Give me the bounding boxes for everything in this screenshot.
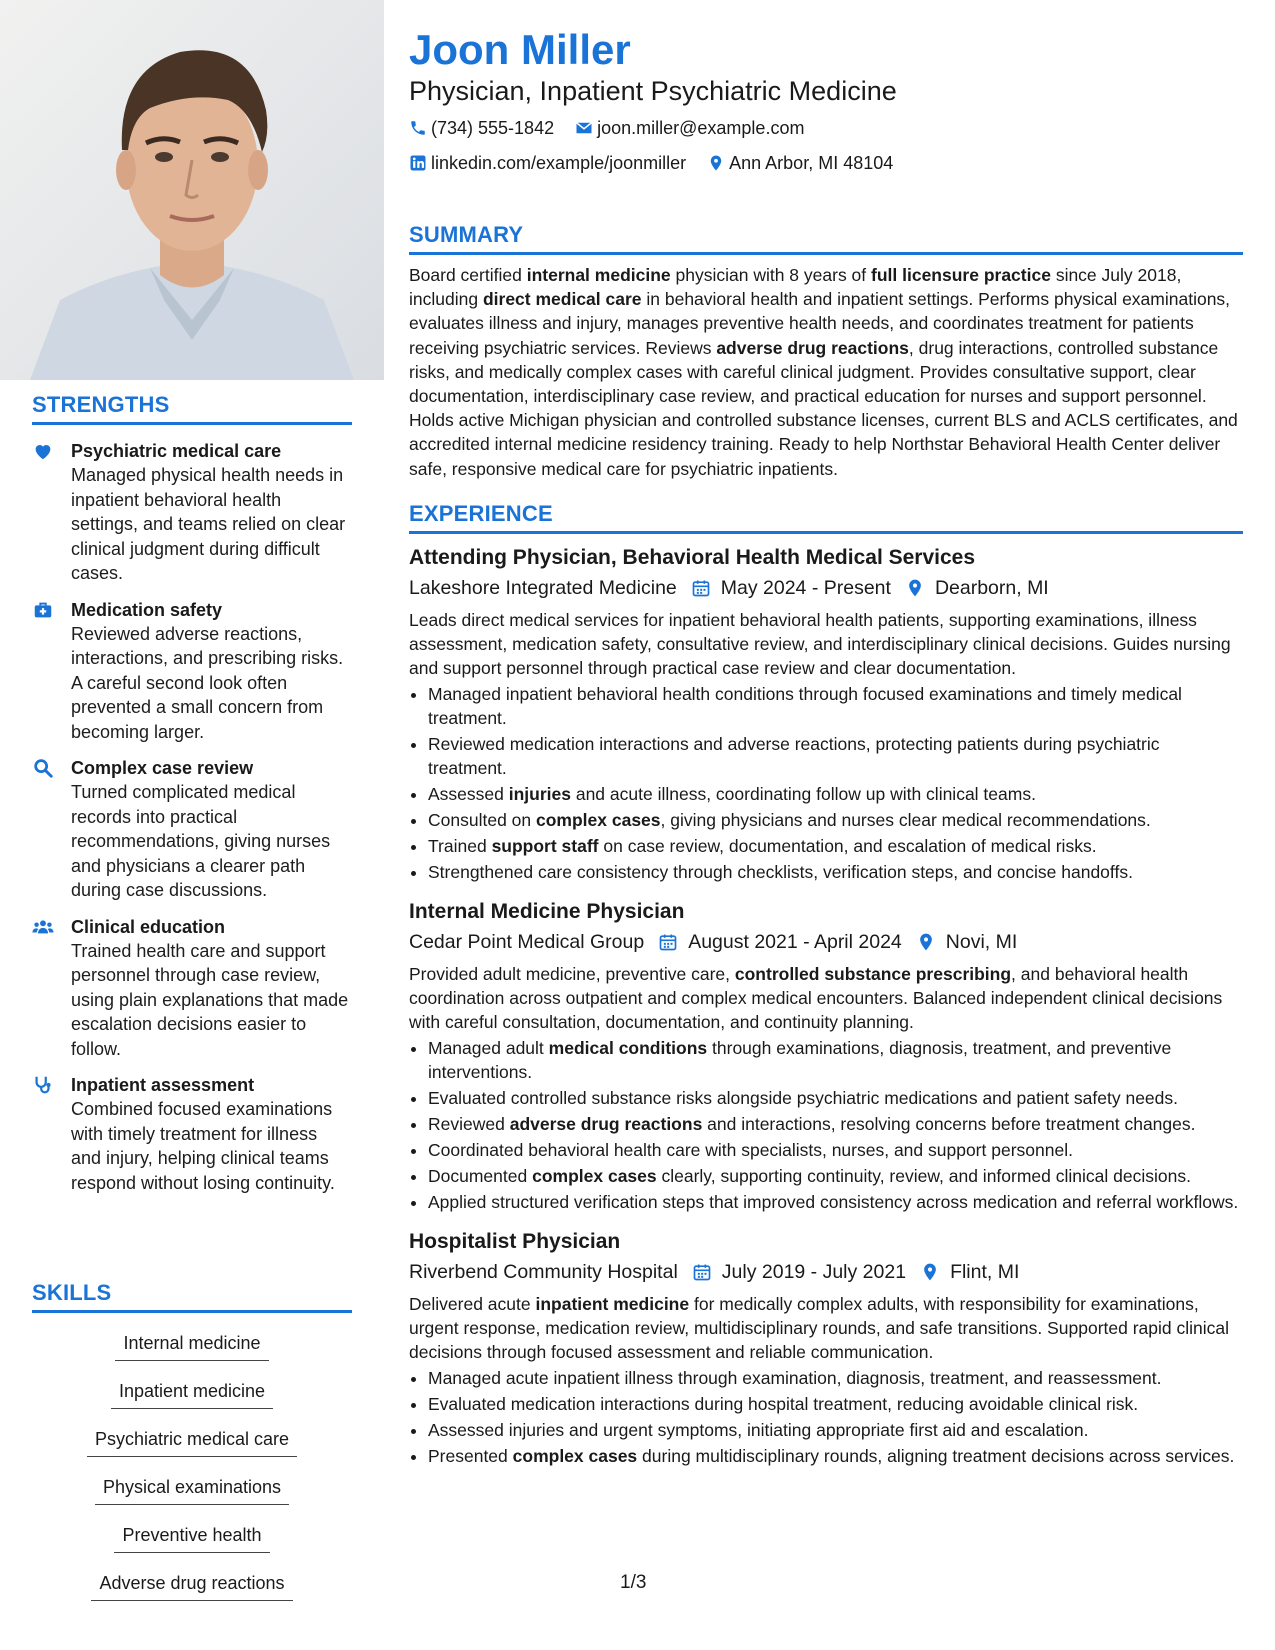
main-content	[409, 0, 1243, 1470]
candidate-role: Physician, Inpatient Psychiatric Medicine	[409, 76, 897, 106]
location-text: Ann Arbor, MI 48104	[729, 153, 894, 173]
emphasis-text: injuries	[508, 783, 571, 804]
skill-row	[32, 1563, 352, 1611]
text-run: Trained	[428, 835, 492, 856]
bullet-item	[428, 1366, 1243, 1390]
text-run: Assessed injuries and urgent symptoms, initiating appropriate first aid and escalation.	[428, 1419, 1089, 1440]
text-run: Managed acute inpatient illness through examination, diagnosis, treatment, and reassessment.	[428, 1367, 1162, 1388]
bullet-item	[428, 782, 1243, 806]
strength-desc: Turned complicated medical records into practical recommendations, giving nurses and physicians a clearer path during case discussions.	[71, 782, 331, 900]
skill-tag: Inpatient medicine	[111, 1379, 273, 1409]
job-description	[409, 608, 1243, 680]
job-dates: August 2021 - April 2024	[688, 930, 902, 953]
phone-icon	[409, 119, 427, 137]
job-bullets	[409, 1036, 1243, 1214]
job-entry	[409, 1228, 1243, 1468]
skills-section	[32, 1280, 352, 1611]
text-run: for medically complex adults, with responsibility for examinations, urgent response, medication review, multidisciplinary rounds, and safe transitions. Supported rapid clinical decisions through focused assessment and reliable communication.	[409, 1293, 1230, 1362]
bullet-item	[428, 682, 1243, 730]
job-dates: May 2024 - Present	[720, 576, 891, 599]
strength-title: Clinical education	[71, 916, 226, 937]
text-run: through examinations, diagnosis, treatment, and preventive interventions.	[428, 1037, 1172, 1082]
bullet-item	[428, 732, 1243, 780]
strength-title: Inpatient assessment	[71, 1075, 255, 1095]
emphasis-text: controlled substance prescribing	[734, 963, 1012, 984]
skill-row	[32, 1323, 352, 1371]
emphasis-text: inpatient medicine	[535, 1293, 690, 1314]
strength-title: Psychiatric medical care	[71, 441, 282, 461]
phone-item	[409, 112, 554, 144]
bullet-item	[428, 808, 1243, 832]
job-location: Flint, MI	[950, 1260, 1020, 1283]
text-run: since July 2018, including	[409, 265, 1182, 310]
location-item	[707, 147, 893, 179]
calendar-icon	[658, 932, 678, 952]
linkedin-text[interactable]: linkedin.com/example/joonmiller	[431, 153, 687, 173]
bullet-item	[428, 834, 1243, 858]
job-location: Dearborn, MI	[934, 576, 1049, 599]
emphasis-text: medical conditions	[548, 1037, 708, 1058]
job-bullets	[409, 682, 1243, 884]
job-title: Internal Medicine Physician	[409, 899, 685, 923]
skill-row	[32, 1419, 352, 1467]
bullet-item	[428, 1444, 1243, 1468]
linkedin-icon	[409, 154, 427, 172]
job-title: Attending Physician, Behavioral Health Medical Services	[409, 545, 976, 569]
job-bullets	[409, 1366, 1243, 1468]
emphasis-text: complex cases	[536, 809, 661, 830]
bullet-item	[428, 1164, 1243, 1188]
job-company: Riverbend Community Hospital	[409, 1260, 678, 1283]
text-run: , giving physicians and nurses clear medical recommendations.	[660, 809, 1151, 830]
text-run: Evaluated controlled substance risks alongside psychiatric medications and patient safety needs.	[428, 1087, 1179, 1108]
skill-tag: Internal medicine	[115, 1331, 268, 1361]
summary-text	[409, 263, 1243, 481]
map-pin-icon	[707, 154, 725, 172]
jobs-list	[409, 544, 1243, 1468]
bullet-item	[428, 1086, 1243, 1110]
skill-tag: Preventive health	[114, 1523, 269, 1553]
text-run: Leads direct medical services for inpatient behavioral health patients, supporting examinations, illness assessment, medication safety, consultative review, and interdisciplinary clinical decisions. Guides nursing and support personnel through practical case review and clear documentation.	[409, 609, 1231, 678]
strength-item	[32, 439, 352, 586]
text-run: Managed inpatient behavioral health conditions through focused examinations and timely medical treatment.	[428, 683, 1182, 728]
bullet-item	[428, 1138, 1243, 1162]
job-company: Cedar Point Medical Group	[409, 930, 645, 953]
strengths-list	[32, 439, 352, 1195]
job-title: Hospitalist Physician	[409, 1229, 621, 1253]
job-location: Novi, MI	[945, 930, 1018, 953]
strength-item	[32, 756, 352, 903]
text-run: Applied structured verification steps that improved consistency across medication and referral workflows.	[428, 1191, 1239, 1212]
text-run: Managed adult	[428, 1037, 549, 1058]
skill-row	[32, 1515, 352, 1563]
heart-icon	[32, 440, 54, 462]
emphasis-text: support staff	[491, 835, 599, 856]
text-run: Consulted on	[428, 809, 536, 830]
calendar-icon	[691, 578, 711, 598]
bullet-item	[428, 1112, 1243, 1136]
medical-kit-icon	[32, 599, 54, 621]
strength-item	[32, 598, 352, 745]
contact-row-2	[409, 147, 1243, 182]
text-run: Provided adult medicine, preventive care,	[409, 963, 735, 984]
envelope-icon	[575, 119, 593, 137]
job-description	[409, 1292, 1243, 1364]
skill-tag: Physical examinations	[95, 1475, 289, 1505]
skills-heading: SKILLS	[32, 1280, 352, 1313]
text-run: , drug interactions, controlled substance risks, and medically complex cases with careful clinical judgment. Provides consultative support, clear documentation, interdisciplinary case review, and practical education for nurses and support personnel. Holds active Michigan physician and controlled substance licenses, current BLS and ACLS certificates, and accredited internal medicine residency training. Ready to help Northstar Behavioral Health Center deliver safe, responsive medical care for psychiatric inpatients.	[409, 337, 1238, 479]
emphasis-text: complex cases	[512, 1445, 638, 1466]
skill-row	[32, 1467, 352, 1515]
summary-section	[409, 222, 1243, 481]
text-run: and interactions, resolving concerns before treatment changes.	[702, 1113, 1196, 1134]
portrait-image	[0, 0, 384, 380]
text-run: in behavioral health and inpatient settings. Performs physical examinations, evaluates illness and injury, manages preventive health needs, and coordinates treatment for patients receiving psychiatric services. Reviews	[409, 289, 1231, 358]
skill-tag: Adverse drug reactions	[91, 1571, 292, 1601]
text-run: Coordinated behavioral health care with specialists, nurses, and support personnel.	[428, 1139, 1073, 1160]
stethoscope-icon	[32, 1074, 54, 1096]
job-entry	[409, 544, 1243, 884]
bullet-item	[428, 860, 1243, 884]
contact-row-1	[409, 112, 1243, 147]
summary-heading: SUMMARY	[409, 222, 1243, 255]
text-run: Reviewed	[428, 1113, 510, 1134]
skill-row	[32, 1371, 352, 1419]
bullet-item	[428, 1418, 1243, 1442]
strength-item	[32, 1073, 352, 1195]
job-meta	[409, 926, 1243, 958]
map-pin-icon	[905, 578, 925, 598]
text-run: Evaluated medication interactions during hospital treatment, reducing avoidable clinical risk.	[428, 1393, 1139, 1414]
experience-section	[409, 501, 1243, 1468]
email-text[interactable]: joon.miller@example.com	[597, 118, 805, 138]
strength-desc: Trained health care and support personnel through case review, using plain explanations that made escalation decisions easier to follow.	[71, 940, 349, 1059]
experience-heading: EXPERIENCE	[409, 501, 1243, 534]
skill-tag: Psychiatric medical care	[87, 1427, 297, 1457]
emphasis-text: adverse drug reactions	[716, 337, 909, 358]
text-run: Reviewed medication interactions and adverse reactions, protecting patients during psychiatric treatment.	[428, 733, 1160, 778]
job-description	[409, 962, 1243, 1034]
job-company: Lakeshore Integrated Medicine	[409, 576, 677, 599]
job-dates: July 2019 - July 2021	[721, 1260, 907, 1283]
people-icon	[32, 916, 54, 938]
strength-desc: Combined focused examinations with timely treatment for illness and injury, helping clinical teams respond without losing continuity.	[71, 1099, 335, 1193]
job-meta	[409, 572, 1243, 604]
search-icon	[32, 757, 54, 779]
strengths-heading: STRENGTHS	[32, 392, 352, 425]
emphasis-text: complex cases	[532, 1165, 657, 1186]
strength-title: Medication safety	[71, 599, 223, 620]
bullet-item	[428, 1190, 1243, 1214]
text-run: during multidisciplinary rounds, aligning treatment decisions across services.	[637, 1445, 1235, 1466]
strength-title: Complex case review	[71, 758, 254, 778]
emphasis-text: adverse drug reactions	[509, 1113, 703, 1134]
text-run: Strengthened care consistency through checklists, verification steps, and concise handoffs.	[428, 861, 1133, 882]
emphasis-text: full licensure practice	[871, 265, 1051, 285]
text-run: clearly, supporting continuity, review, and informed clinical decisions.	[656, 1165, 1191, 1186]
job-meta	[409, 1256, 1243, 1288]
strength-desc: Reviewed adverse reactions, interactions, and prescribing risks. A careful second look often prevented a small concern from becoming larger.	[71, 623, 344, 742]
text-run: , and behavioral health coordination across outpatient and complex medical encounters. Balanced independent clinical decisions with careful consultation, documentation, and continuity planning.	[409, 963, 1223, 1032]
text-run: Assessed	[428, 783, 509, 804]
phone-text: (734) 555-1842	[431, 118, 555, 138]
job-entry	[409, 898, 1243, 1214]
profile-photo	[0, 0, 384, 380]
email-item[interactable]	[575, 112, 804, 144]
text-run: physician with 8 years of	[670, 265, 872, 285]
bullet-item	[428, 1036, 1243, 1084]
strengths-section	[32, 392, 352, 1195]
candidate-name: Joon Miller	[409, 26, 631, 73]
text-run: and acute illness, coordinating follow up with clinical teams.	[570, 783, 1036, 804]
text-run: Presented	[428, 1445, 513, 1466]
text-run: Documented	[428, 1165, 533, 1186]
map-pin-icon	[916, 932, 936, 952]
linkedin-item[interactable]	[409, 147, 686, 179]
emphasis-text: direct medical care	[482, 289, 642, 310]
strength-item	[32, 915, 352, 1062]
bullet-item	[428, 1392, 1243, 1416]
skills-list	[32, 1323, 352, 1611]
map-pin-icon	[920, 1262, 940, 1282]
text-run: on case review, documentation, and escalation of medical risks.	[598, 835, 1097, 856]
page-indicator: 1/3	[620, 1572, 647, 1593]
strength-desc: Managed physical health needs in inpatient behavioral health settings, and teams relied on clear clinical judgment during difficult cases.	[71, 465, 346, 583]
text-run: Delivered acute	[409, 1293, 536, 1314]
emphasis-text: internal medicine	[526, 265, 671, 285]
calendar-icon	[692, 1262, 712, 1282]
text-run: Board certified	[409, 265, 527, 285]
sidebar	[0, 0, 384, 1650]
